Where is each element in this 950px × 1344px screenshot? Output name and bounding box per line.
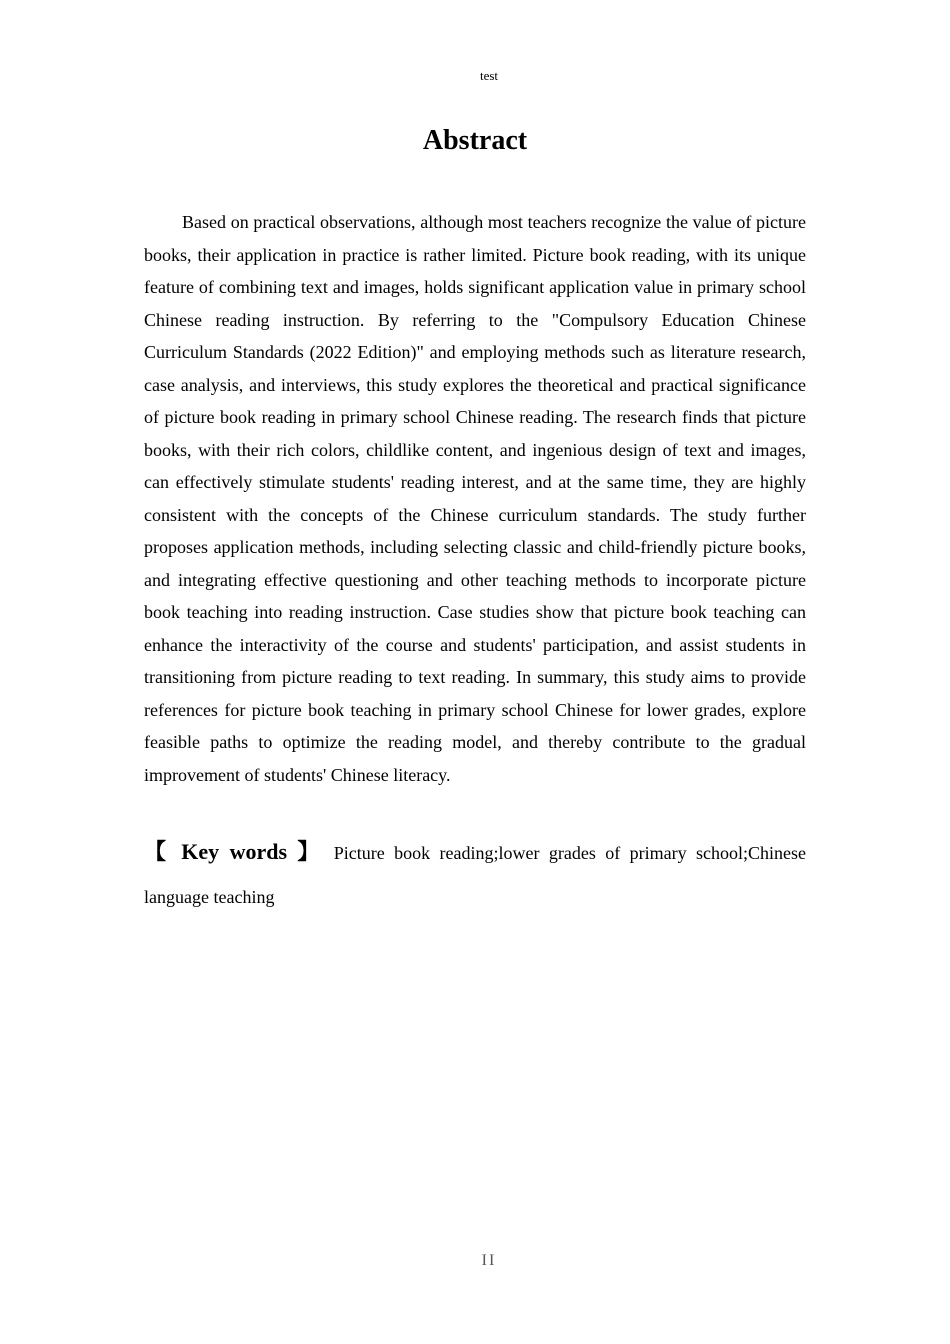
keywords-label: 【 Key words 】 [144,839,325,864]
running-header: test [479,68,499,83]
page-title: Abstract [422,125,528,156]
keywords-paragraph [144,830,806,919]
page-number: II [481,1252,497,1269]
keywords-text: Picture book reading;lower grades of primary school;Chinese language teaching [144,843,807,907]
abstract-body: Based on practical observations, although most teachers recognize the value of picture books, their application in practice is rather limited. Picture book reading, with its unique feature of combining text and images, holds significant application value in primary school Chinese reading instruction. By referring to the "Compulsory Education Chinese Curriculum Standards (2022 Edition)" and employing methods such as literature research, case analysis, and interviews, this study explores the theoretical and practical significance of picture book reading in primary school Chinese reading. The research finds that picture books, with their rich colors, childlike content, and ingenious design of text and images, can effectively stimulate students' reading interest, and at the same time, they are highly consistent with the concepts of the Chinese curriculum standards. The study further proposes application methods, including selecting classic and child-friendly picture books, and integrating effective questioning and other teaching methods to incorporate picture book teaching into reading instruction. Case studies show that picture book teaching can enhance the interactivity of the course and students' participation, and assist students in transitioning from picture reading to text reading. In summary, this study aims to provide references for picture book teaching in primary school Chinese for lower grades, explore feasible paths to optimize the reading model, and thereby contribute to the gradual improvement of students' Chinese literacy. [144,212,806,785]
